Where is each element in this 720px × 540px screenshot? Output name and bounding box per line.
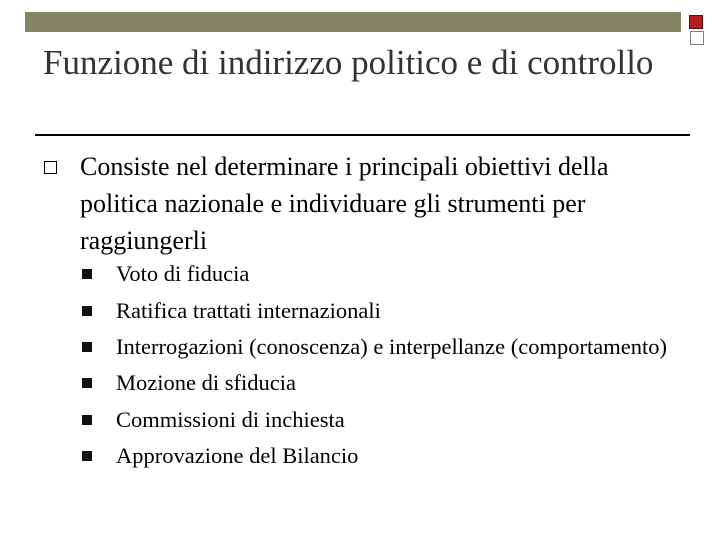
sub-bullet-text: Ratifica trattati internazionali <box>116 297 381 323</box>
filled-square-icon <box>82 451 92 461</box>
list-item <box>0 293 676 330</box>
hollow-square-icon <box>44 161 57 174</box>
sub-bullet-text: Voto di fiducia <box>116 261 250 286</box>
main-bullet-text: Consiste nel determinare i principali obiettivi della politica nazionale e individuare gli strumenti per raggiungerli <box>80 152 609 255</box>
sub-bullet-text: Interrogazioni (conoscenza) e interpellanze (comportamento) <box>116 334 667 359</box>
filled-square-icon <box>82 415 92 425</box>
filled-square-icon <box>82 342 92 352</box>
outline-square-icon <box>690 31 704 45</box>
filled-square-icon <box>82 378 92 388</box>
header-decoration-bar <box>25 12 681 32</box>
sub-bullet-text: Commissioni di inchiesta <box>116 406 345 432</box>
red-square-icon <box>689 15 703 29</box>
list-item <box>0 365 676 402</box>
sub-bullet-text: Approvazione del Bilancio <box>116 443 359 468</box>
list-item <box>0 329 676 365</box>
sub-bullet-list <box>0 256 720 475</box>
slide-title: Funzione di indirizzo politico e di controllo <box>43 43 654 82</box>
filled-square-icon <box>82 306 92 316</box>
list-item <box>0 256 676 293</box>
sub-bullet-text: Mozione di sfiducia <box>116 370 296 395</box>
list-item <box>0 402 676 439</box>
list-item <box>0 438 676 475</box>
title-divider <box>35 134 690 136</box>
filled-square-icon <box>82 269 92 279</box>
